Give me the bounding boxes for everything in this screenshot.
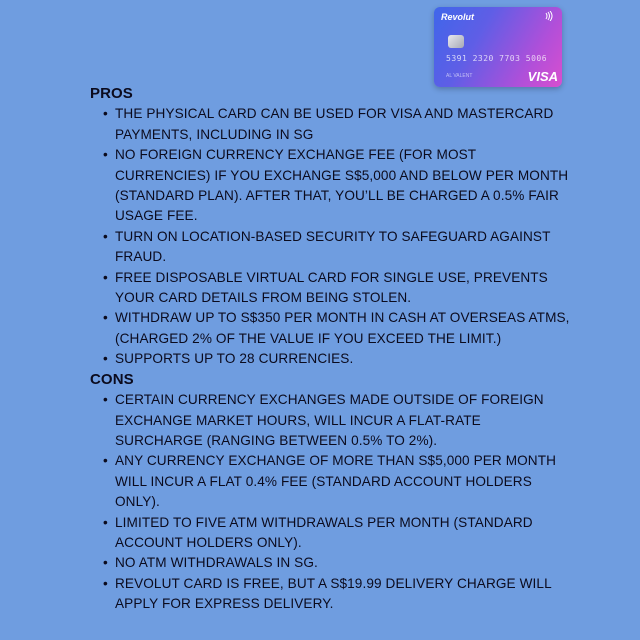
bullet-icon: • [103,392,108,408]
card-chip-icon [448,35,464,48]
pros-cons-list [90,84,570,615]
cons-item-text: NO ATM WITHDRAWALS IN SG. [115,555,318,571]
cons-item [90,513,570,554]
card-image [434,7,562,87]
contactless-icon [543,11,553,24]
pros-item [90,104,570,145]
pros-heading: PROS [90,85,133,102]
cons-item-text: ANY CURRENCY EXCHANGE OF MORE THAN S$5,000 PER MONTH WILL INCUR A FLAT 0.4% FEE (STANDARD ACCOUNT HOLDERS ONLY). [115,453,557,510]
pros-item-text: NO FOREIGN CURRENCY EXCHANGE FEE (FOR MOST CURRENCIES) IF YOU EXCHANGE S$5,000 AND BELOW PER MONTH (STANDARD PLAN). AFTER THAT, YOU’LL BE CHARGED A 0.5% FAIR USAGE FEE. [115,147,569,224]
cons-item-text: REVOLUT CARD IS FREE, BUT A S$19.99 DELIVERY CHARGE WILL APPLY FOR EXPRESS DELIVERY. [115,575,552,612]
bullet-icon: • [103,310,108,326]
cons-item [90,574,570,615]
cons-item-text: LIMITED TO FIVE ATM WITHDRAWALS PER MONTH (STANDARD ACCOUNT HOLDERS ONLY). [115,514,533,550]
card-holder: AL VALENT [446,73,473,79]
bullet-icon: • [103,453,108,469]
pros-item [90,349,570,369]
bullet-icon: • [103,106,108,122]
cons-item [90,553,570,573]
bullet-icon: • [103,575,108,591]
pros-item-text: THE PHYSICAL CARD CAN BE USED FOR VISA AND MASTERCARD PAYMENTS, INCLUDING IN SG [115,106,554,142]
bullet-icon: • [103,269,108,285]
bullet-icon: • [103,351,108,367]
bullet-icon: • [103,228,108,244]
cons-list [90,390,570,614]
visa-logo: VISA [527,69,558,84]
pros-item-text: FREE DISPOSABLE VIRTUAL CARD FOR SINGLE USE, PREVENTS YOUR CARD DETAILS FROM BEING STOLEN. [115,269,548,306]
bullet-icon: • [103,555,108,571]
cons-heading: CONS [90,370,134,388]
pros-item [90,308,570,349]
cons-item [90,390,570,451]
bullet-icon: • [103,514,108,530]
pros-list [90,104,570,369]
card-number: 5391 2320 7703 5006 [446,54,548,63]
pros-item-text: SUPPORTS UP TO 28 CURRENCIES. [115,351,354,367]
pros-item [90,268,570,309]
cons-item-text: CERTAIN CURRENCY EXCHANGES MADE OUTSIDE OF FOREIGN EXCHANGE MARKET HOURS, WILL INCUR A FLAT-RATE SURCHARGE (RANGING BETWEEN 0.5% TO 2%). [115,392,544,448]
pros-item-text: WITHDRAW UP TO S$350 PER MONTH IN CASH AT OVERSEAS ATMS, (CHARGED 2% OF THE VALUE IF YOU EXCEED THE LIMIT.) [115,310,570,346]
bullet-icon: • [103,147,108,163]
card-brand-logo: Revolut [441,12,475,22]
cons-item [90,451,570,512]
pros-item-text: TURN ON LOCATION-BASED SECURITY TO SAFEGUARD AGAINST FRAUD. [115,228,551,265]
pros-item [90,227,570,268]
pros-item [90,145,570,227]
